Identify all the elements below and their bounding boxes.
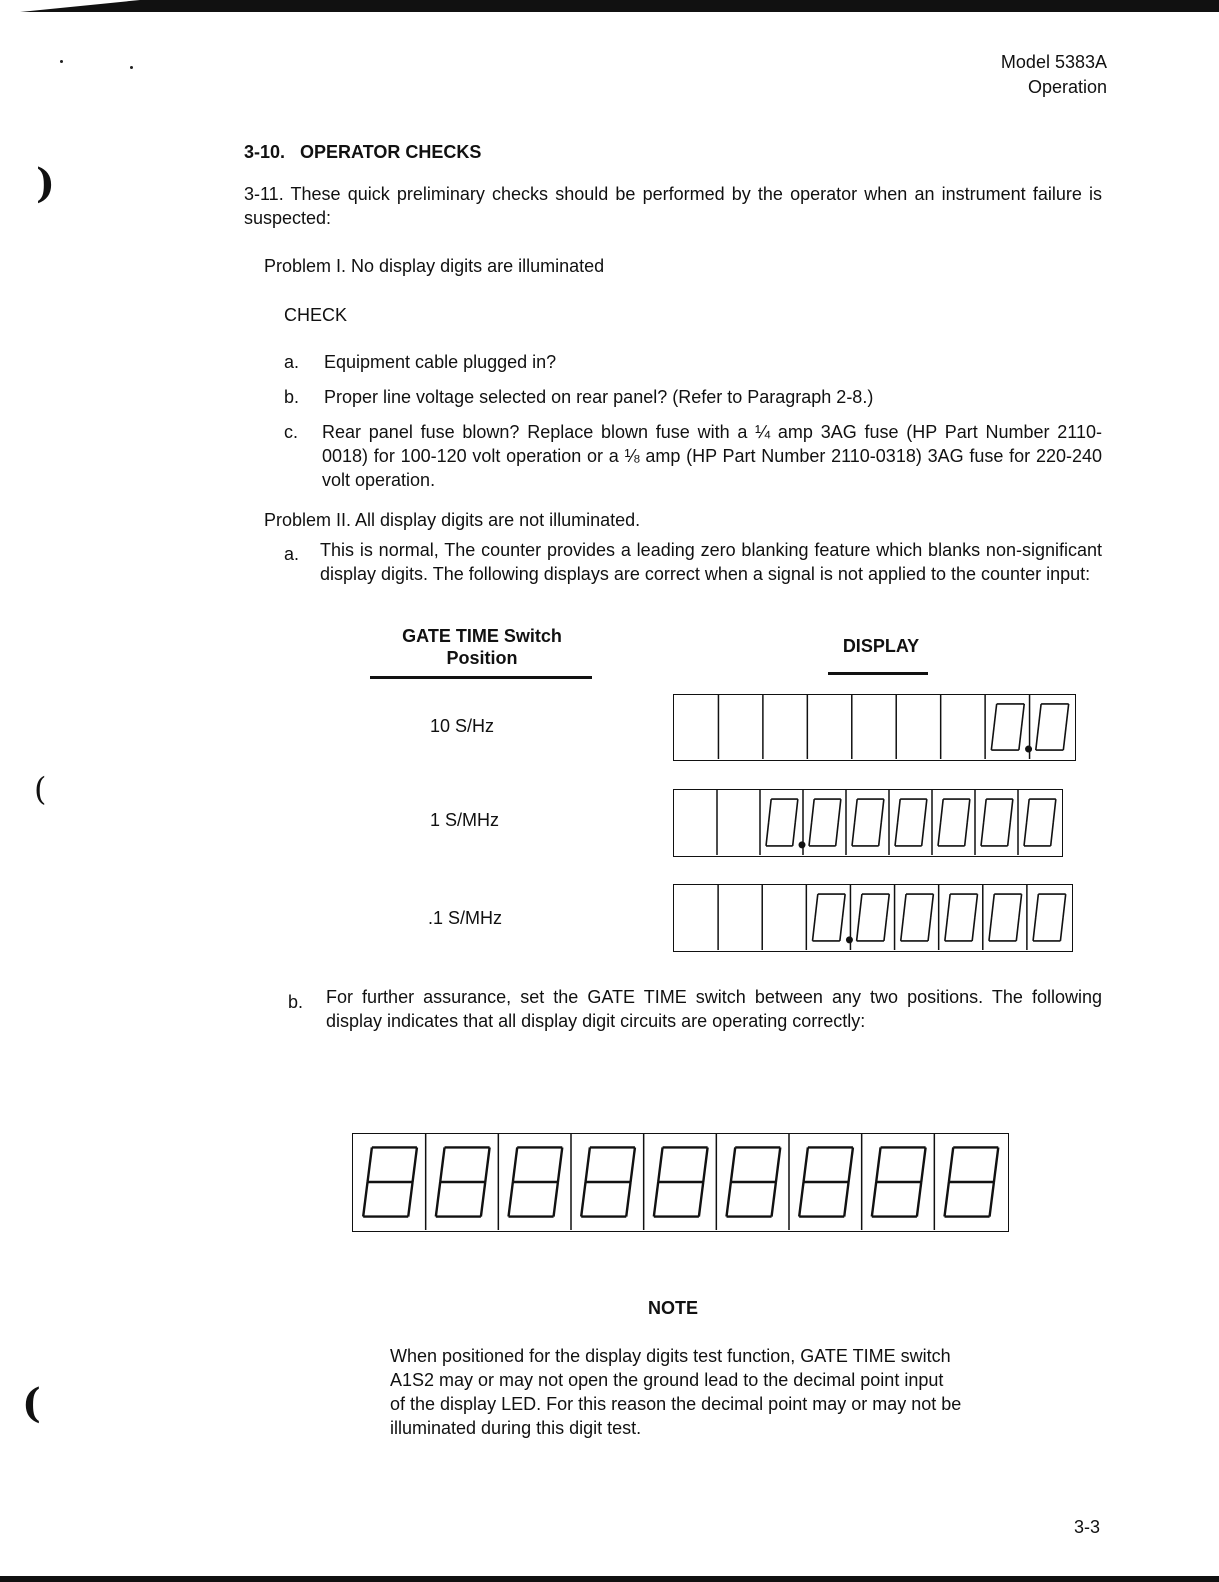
segment-f (994, 704, 997, 727)
item-b-letter: b. (288, 992, 304, 1012)
segment-c (1019, 727, 1022, 750)
speck (60, 60, 63, 63)
segment-f (859, 894, 862, 917)
segment-c (626, 1182, 630, 1217)
segment-b (631, 1147, 635, 1182)
problem-2-title: Problem II. All display digits are not illuminated. (264, 510, 641, 530)
display-row-1s (673, 789, 1063, 857)
segment-c (917, 1182, 921, 1217)
segment-f (1038, 704, 1041, 727)
segment-b (975, 894, 978, 917)
segment-b (838, 799, 841, 822)
segment-b (1010, 799, 1013, 822)
item-b-text: For further assurance, set the GATE TIME switch between any two positions. The following display indicates that all display digit circuits are operating correctly: (326, 987, 1102, 1031)
page-number: 3-3 (1074, 1517, 1101, 1537)
binder-hole-mark-top: ) (36, 160, 55, 207)
gate-position-label: 10 S/Hz (430, 716, 495, 736)
segment-e (857, 918, 860, 941)
section-title: OPERATOR CHECKS (300, 142, 482, 162)
check-item-letter: a. (284, 352, 300, 372)
segment-c (699, 1182, 703, 1217)
segment-f (769, 799, 772, 822)
segment-e (727, 1182, 731, 1217)
segment-b (881, 799, 884, 822)
segment-f (949, 1147, 953, 1182)
check-item-letter: b. (284, 387, 300, 407)
segment-b (1063, 894, 1066, 917)
top-edge-bar (0, 0, 1219, 12)
gate-position-label: .1 S/MHz (428, 908, 503, 928)
segment-f (812, 799, 815, 822)
segment-c (1016, 918, 1019, 941)
segment-c (1060, 918, 1063, 941)
segment-c (990, 1182, 994, 1217)
segment-f (855, 799, 858, 822)
segment-e (872, 1182, 876, 1217)
segment-f (731, 1147, 735, 1182)
section-heading (244, 140, 481, 164)
bottom-edge-bar (0, 1576, 1219, 1582)
intro-paragraph: 3-11. These quick preliminary checks should be performed by the operator when an instrument failure is suspected: (244, 184, 1102, 228)
segment-b (1022, 704, 1025, 727)
segment-b (413, 1147, 417, 1182)
segment-f (368, 1147, 372, 1182)
segment-e (809, 823, 812, 846)
segment-e (895, 823, 898, 846)
gate-time-column-heading: GATE TIME Switch Position (402, 626, 562, 668)
check-item-text: Rear panel fuse blown? Replace blown fuse with a ¼ amp 3AG fuse (HP Part Number 2110-0018) for 100-120 volt operation or a ⅛ amp (HP Part Number 2110-0318) 3AG fuse for 220-240 volt operation. (322, 422, 1102, 490)
segment-f (898, 799, 901, 822)
segment-f (941, 799, 944, 822)
segment-c (879, 823, 882, 846)
display-row-10s (673, 694, 1076, 761)
digit-test-display (352, 1133, 1009, 1232)
segment-e (1024, 823, 1027, 846)
segment-e (581, 1182, 585, 1217)
segment-c (772, 1182, 776, 1217)
section-label: Operation (1027, 77, 1107, 97)
segment-b (703, 1147, 707, 1182)
segment-b (931, 894, 934, 917)
segment-f (947, 894, 950, 917)
segment-c (928, 918, 931, 941)
display-column-heading: DISPLAY (842, 636, 920, 656)
segment-b (849, 1147, 853, 1182)
gate-time-heading-rule (370, 676, 592, 679)
segment-e (945, 1182, 949, 1217)
segment-f (876, 1147, 880, 1182)
decimal-point (846, 936, 853, 943)
segment-e (766, 823, 769, 846)
segment-e (852, 823, 855, 846)
segment-b (485, 1147, 489, 1182)
segment-b (1019, 894, 1022, 917)
segment-f (586, 1147, 590, 1182)
speck (130, 66, 133, 69)
segment-c (793, 823, 796, 846)
segment-f (1036, 894, 1039, 917)
segment-b (558, 1147, 562, 1182)
page-header (1001, 50, 1107, 100)
binder-hole-mark-middle: ( (34, 770, 47, 808)
segment-c (554, 1182, 558, 1217)
segment-b (1053, 799, 1056, 822)
segment-c (844, 1182, 848, 1217)
segment-c (965, 823, 968, 846)
check-item-letter: c. (284, 422, 299, 442)
model-label: Model 5383A (1000, 52, 1107, 72)
gate-position-label: 1 S/MHz (430, 810, 500, 830)
display-heading-rule (828, 672, 928, 675)
note-title: NOTE (648, 1298, 699, 1318)
check-label: CHECK (284, 305, 348, 325)
segment-b (1066, 704, 1069, 727)
segment-f (658, 1147, 662, 1182)
segment-b (924, 799, 927, 822)
segment-f (815, 894, 818, 917)
segment-e (436, 1182, 440, 1217)
decimal-point (1025, 746, 1032, 753)
segment-b (795, 799, 798, 822)
segment-e (1036, 727, 1039, 750)
item-a-text: This is normal, The counter provides a leading zero blanking feature which blanks non-significant display digits. The following displays are correct when a signal is not applied to the counter input: (320, 540, 1102, 584)
segment-e (799, 1182, 803, 1217)
segment-f (903, 894, 906, 917)
segment-f (984, 799, 987, 822)
segment-e (938, 823, 941, 846)
display-row-01s (673, 884, 1073, 952)
segment-b (887, 894, 890, 917)
note-text: When positioned for the display digits test function, GATE TIME switch A1S2 may or may not open the ground lead to the decimal point input of the display LED. For this reason the decimal point may or may not be illuminated during this digit test. (390, 1346, 962, 1438)
segment-e (363, 1182, 367, 1217)
segment-c (481, 1182, 485, 1217)
segment-b (843, 894, 846, 917)
segment-f (440, 1147, 444, 1182)
segment-c (1063, 727, 1066, 750)
segment-e (981, 823, 984, 846)
segment-f (804, 1147, 808, 1182)
segment-b (776, 1147, 780, 1182)
segment-c (922, 823, 925, 846)
segment-f (513, 1147, 517, 1182)
binder-hole-mark-bottom: ( (22, 1380, 41, 1427)
check-item-text: Proper line voltage selected on rear panel? (Refer to Paragraph 2-8.) (324, 387, 874, 407)
segment-e (901, 918, 904, 941)
segment-e (945, 918, 948, 941)
segment-b (967, 799, 970, 822)
segment-e (654, 1182, 658, 1217)
decimal-point (799, 841, 806, 848)
segment-c (840, 918, 843, 941)
segment-c (836, 823, 839, 846)
segment-e (1033, 918, 1036, 941)
segment-e (509, 1182, 513, 1217)
segment-c (884, 918, 887, 941)
segment-e (991, 727, 994, 750)
segment-c (972, 918, 975, 941)
segment-f (1027, 799, 1030, 822)
segment-b (921, 1147, 925, 1182)
segment-c (1008, 823, 1011, 846)
section-number: 3-10. (244, 142, 286, 162)
segment-f (992, 894, 995, 917)
item-a-letter: a. (284, 544, 300, 564)
problem-1-title: Problem I. No display digits are illuminated (264, 256, 605, 276)
check-item-text: Equipment cable plugged in? (324, 352, 557, 372)
segment-e (813, 918, 816, 941)
segment-b (994, 1147, 998, 1182)
segment-e (989, 918, 992, 941)
segment-c (1051, 823, 1054, 846)
segment-c (408, 1182, 412, 1217)
